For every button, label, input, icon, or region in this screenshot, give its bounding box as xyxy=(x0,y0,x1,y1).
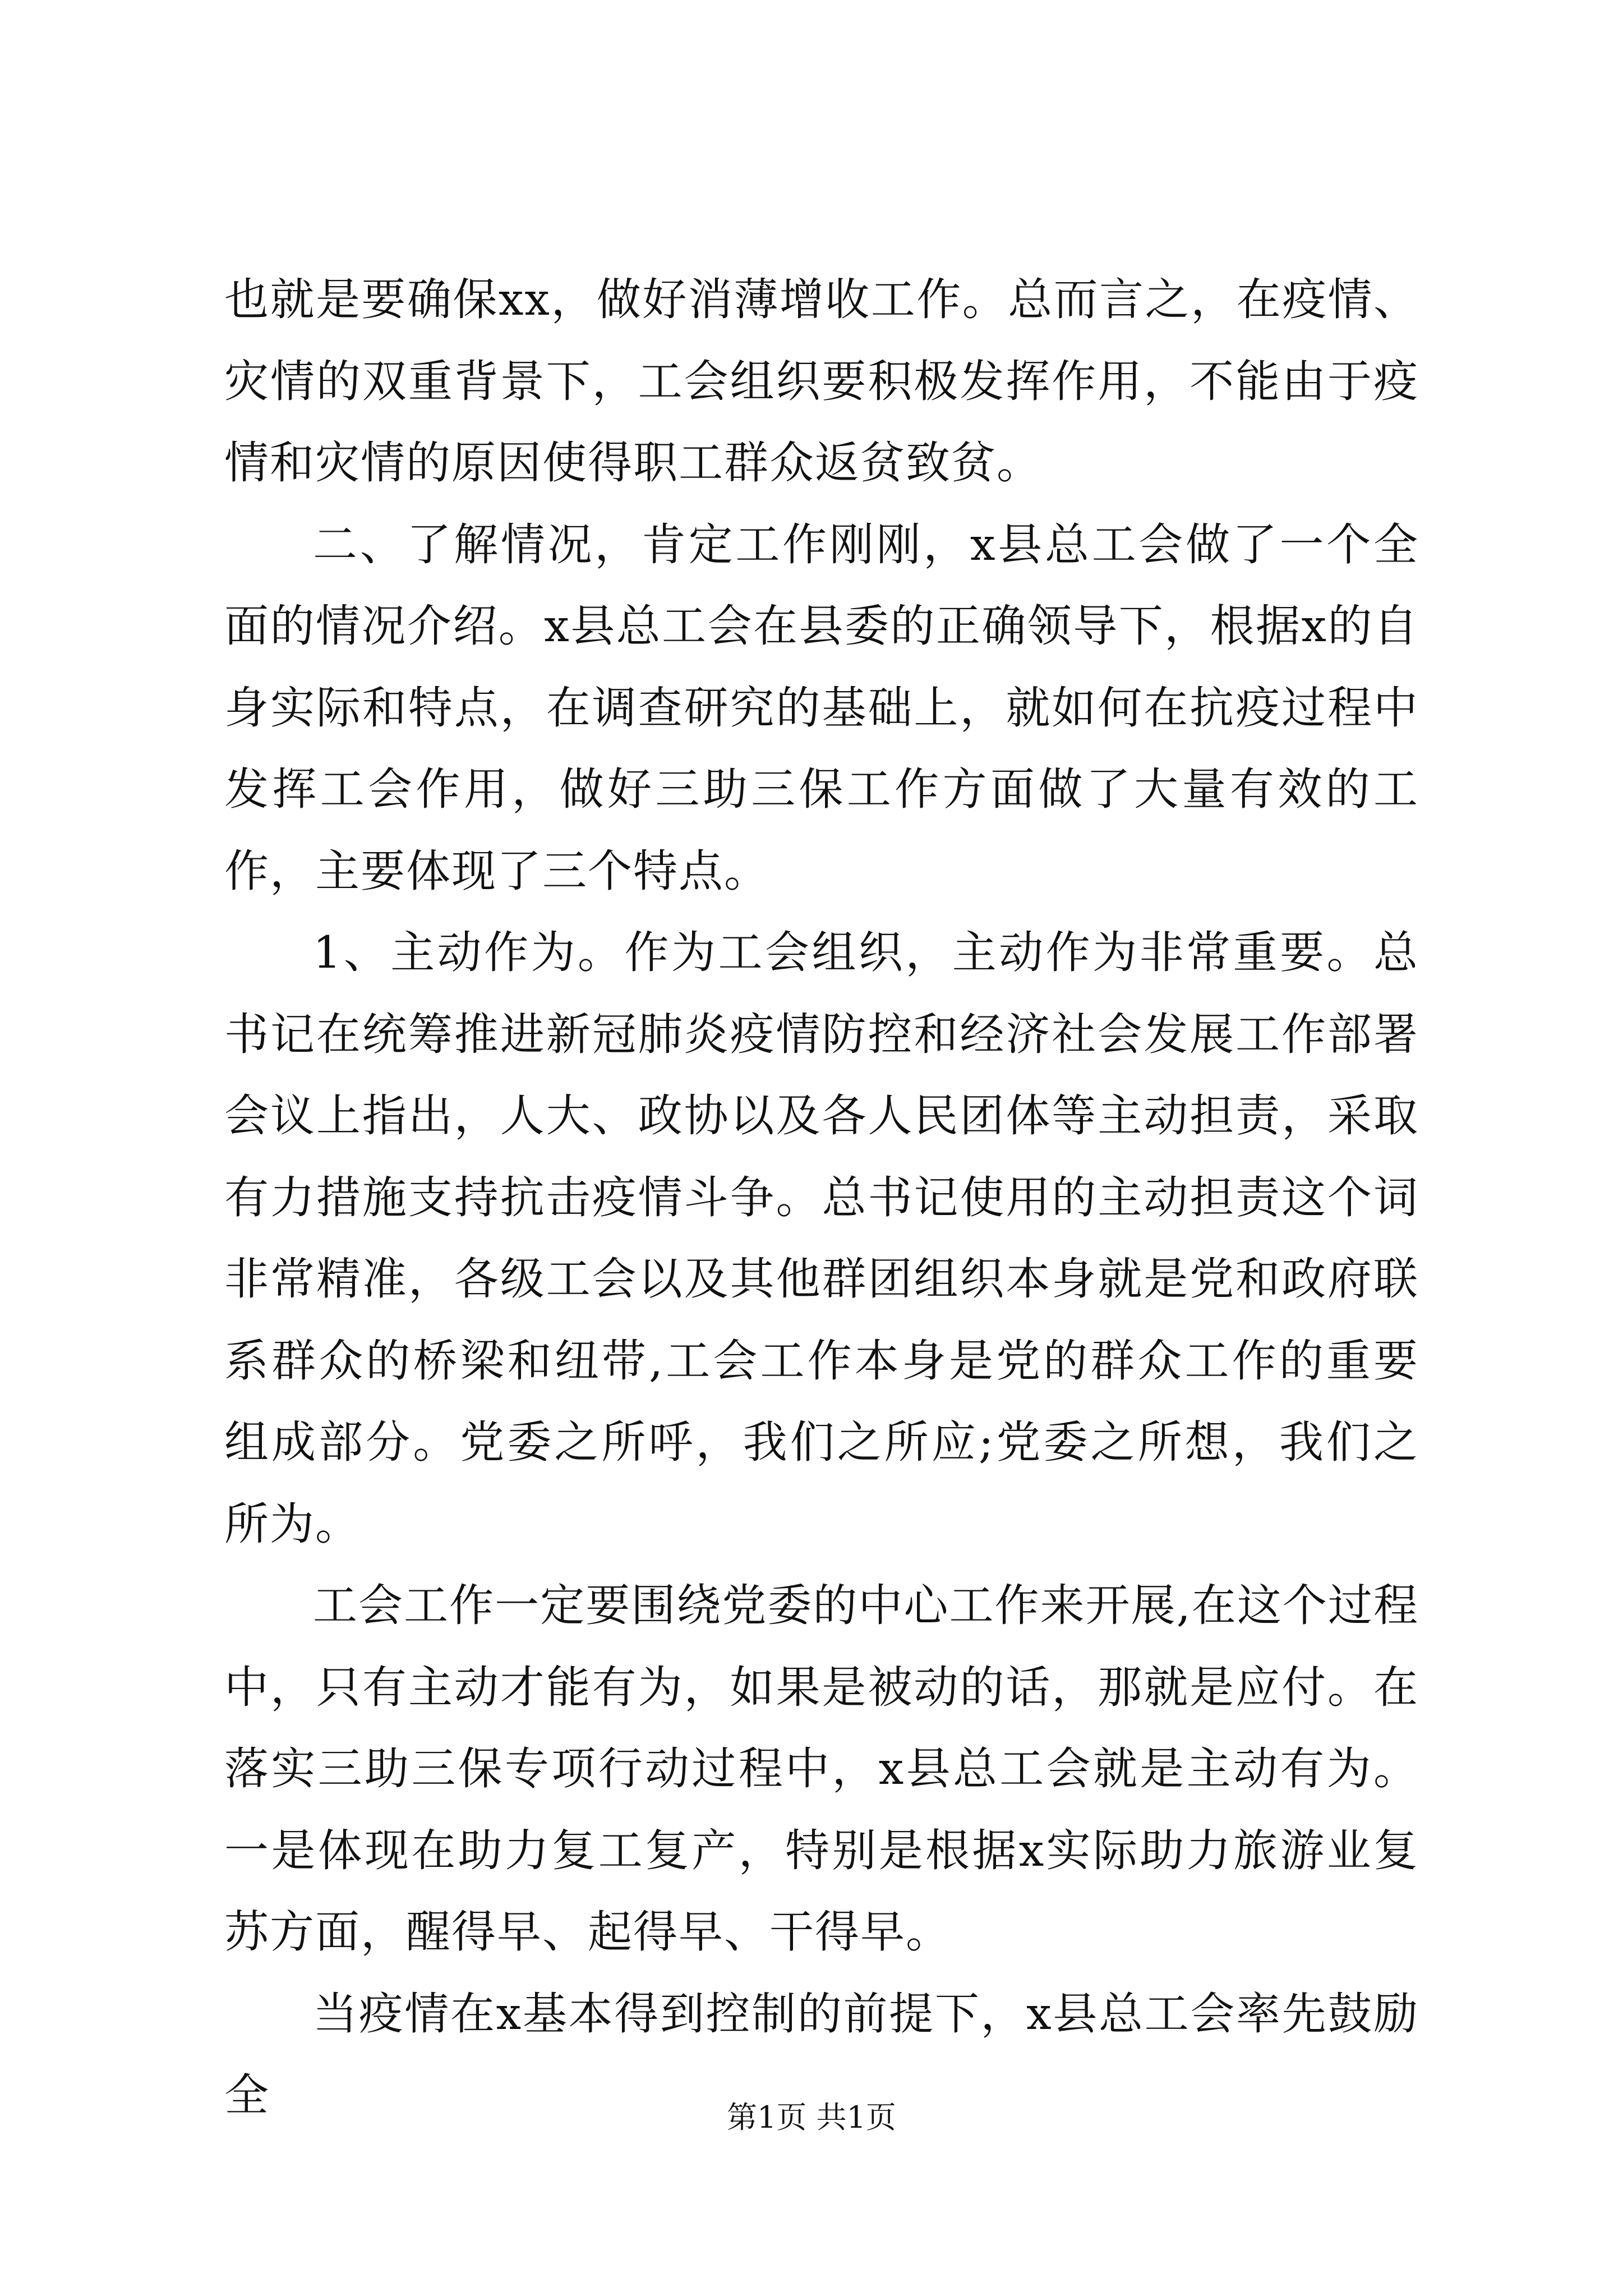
page-number-footer: 第1页 共1页 xyxy=(727,2100,896,2135)
paragraph-continuation: 也就是要确保xx，做好消薄增收工作。总而言之，在疫情、灾情的双重背景下，工会组织要积极发挥作用，不能由于疫情和灾情的原因使得职工群众返贫致贫。 xyxy=(224,274,1419,489)
paragraph-epidemic-control: 当疫情在x基本得到控制的前提下，x县总工会率先鼓励全 xyxy=(224,1987,1419,2121)
paragraph-point-one: 1、主动作为。作为工会组织，主动作为非常重要。总书记在统筹推进新冠肺炎疫情防控和经济社会发展工作部署会议上指出，人大、政协以及各人民团体等主动担责，采取有力措施支持抗击疫情斗争。总书记使用的主动担责这个词非常精准，各级工会以及其他群团组织本身就是党和政府联系群众的桥梁和纽带,工会工作本身是党的群众工作的重要组成部分。党委之所呼，我们之所应;党委之所想，我们之所为。 xyxy=(224,927,1419,1550)
paragraph-section-two: 二、了解情况，肯定工作刚刚，x县总工会做了一个全面的情况介绍。x县总工会在县委的正确领导下，根据x的自身实际和特点，在调查研究的基础上，就如何在抗疫过程中发挥工会作用，做好三助三保工作方面做了大量有效的工作，主要体现了三个特点。 xyxy=(224,518,1419,897)
paragraph-union-work: 工会工作一定要围绕党委的中心工作来开展,在这个过程中，只有主动才能有为，如果是被动的话，那就是应付。在落实三助三保专项行动过程中，x县总工会就是主动有为。一是体现在助力复工复产，特别是根据x实际助力旅游业复苏方面，醒得早、起得早、干得早。 xyxy=(224,1580,1419,1958)
document-body xyxy=(224,259,1419,2137)
